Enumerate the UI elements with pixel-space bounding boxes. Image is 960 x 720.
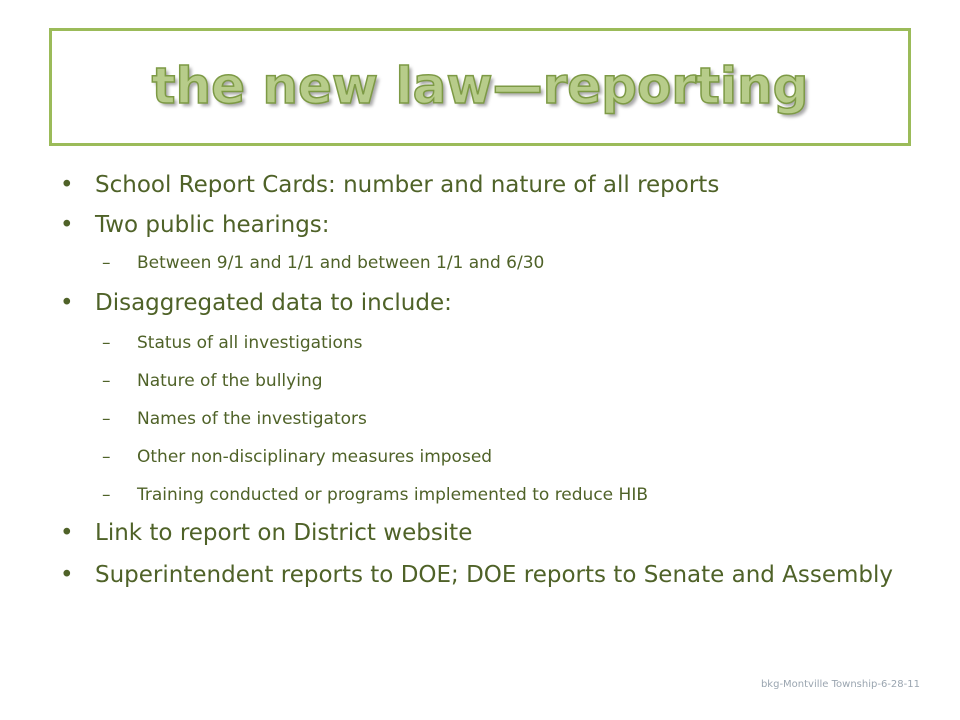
bullet-icon: • <box>60 290 74 316</box>
bullet-text: Two public hearings: <box>95 212 330 238</box>
bullet-list <box>60 170 920 599</box>
dash-icon: – <box>102 333 111 353</box>
dash-icon: – <box>102 409 111 429</box>
bullet-text: Superintendent reports to DOE; DOE reports to Senate and Assembly <box>95 562 894 588</box>
bullet-text: School Report Cards: number and nature of all reports <box>95 172 720 198</box>
dash-icon: – <box>102 253 111 273</box>
sub-bullet-item <box>60 446 920 468</box>
bullet-icon: • <box>60 520 74 546</box>
bullet-text: Disaggregated data to include: <box>95 290 452 316</box>
dash-icon: – <box>102 371 111 391</box>
bullet-text: Link to report on District website <box>95 520 473 546</box>
sub-bullet-text: Between 9/1 and 1/1 and between 1/1 and 6/30 <box>137 253 545 273</box>
slide-title: the new law—reporting <box>151 57 809 115</box>
bullet-item <box>60 518 920 548</box>
sub-bullet-text: Nature of the bullying <box>137 371 323 391</box>
bullet-item <box>60 288 920 318</box>
bullet-icon: • <box>60 212 74 238</box>
bullet-item <box>60 560 920 590</box>
bullet-icon: • <box>60 562 74 588</box>
dash-icon: – <box>102 447 111 467</box>
sub-bullet-item <box>60 252 920 274</box>
sub-bullet-text: Training conducted or programs implemented to reduce HIB <box>137 485 649 505</box>
sub-bullet-item <box>60 370 920 392</box>
sub-bullet-item <box>60 332 920 354</box>
sub-bullet-text: Status of all investigations <box>137 333 363 353</box>
sub-bullet-item <box>60 484 920 506</box>
bullet-item <box>60 170 920 200</box>
title-box <box>49 28 911 146</box>
sub-bullet-text: Names of the investigators <box>137 409 367 429</box>
sub-bullet-item <box>60 408 920 430</box>
bullet-item <box>60 210 920 240</box>
slide-footer: bkg-Montville Township-6-28-11 <box>760 679 920 690</box>
bullet-icon: • <box>60 172 74 198</box>
sub-bullet-text: Other non-disciplinary measures imposed <box>137 447 493 467</box>
dash-icon: – <box>102 485 111 505</box>
